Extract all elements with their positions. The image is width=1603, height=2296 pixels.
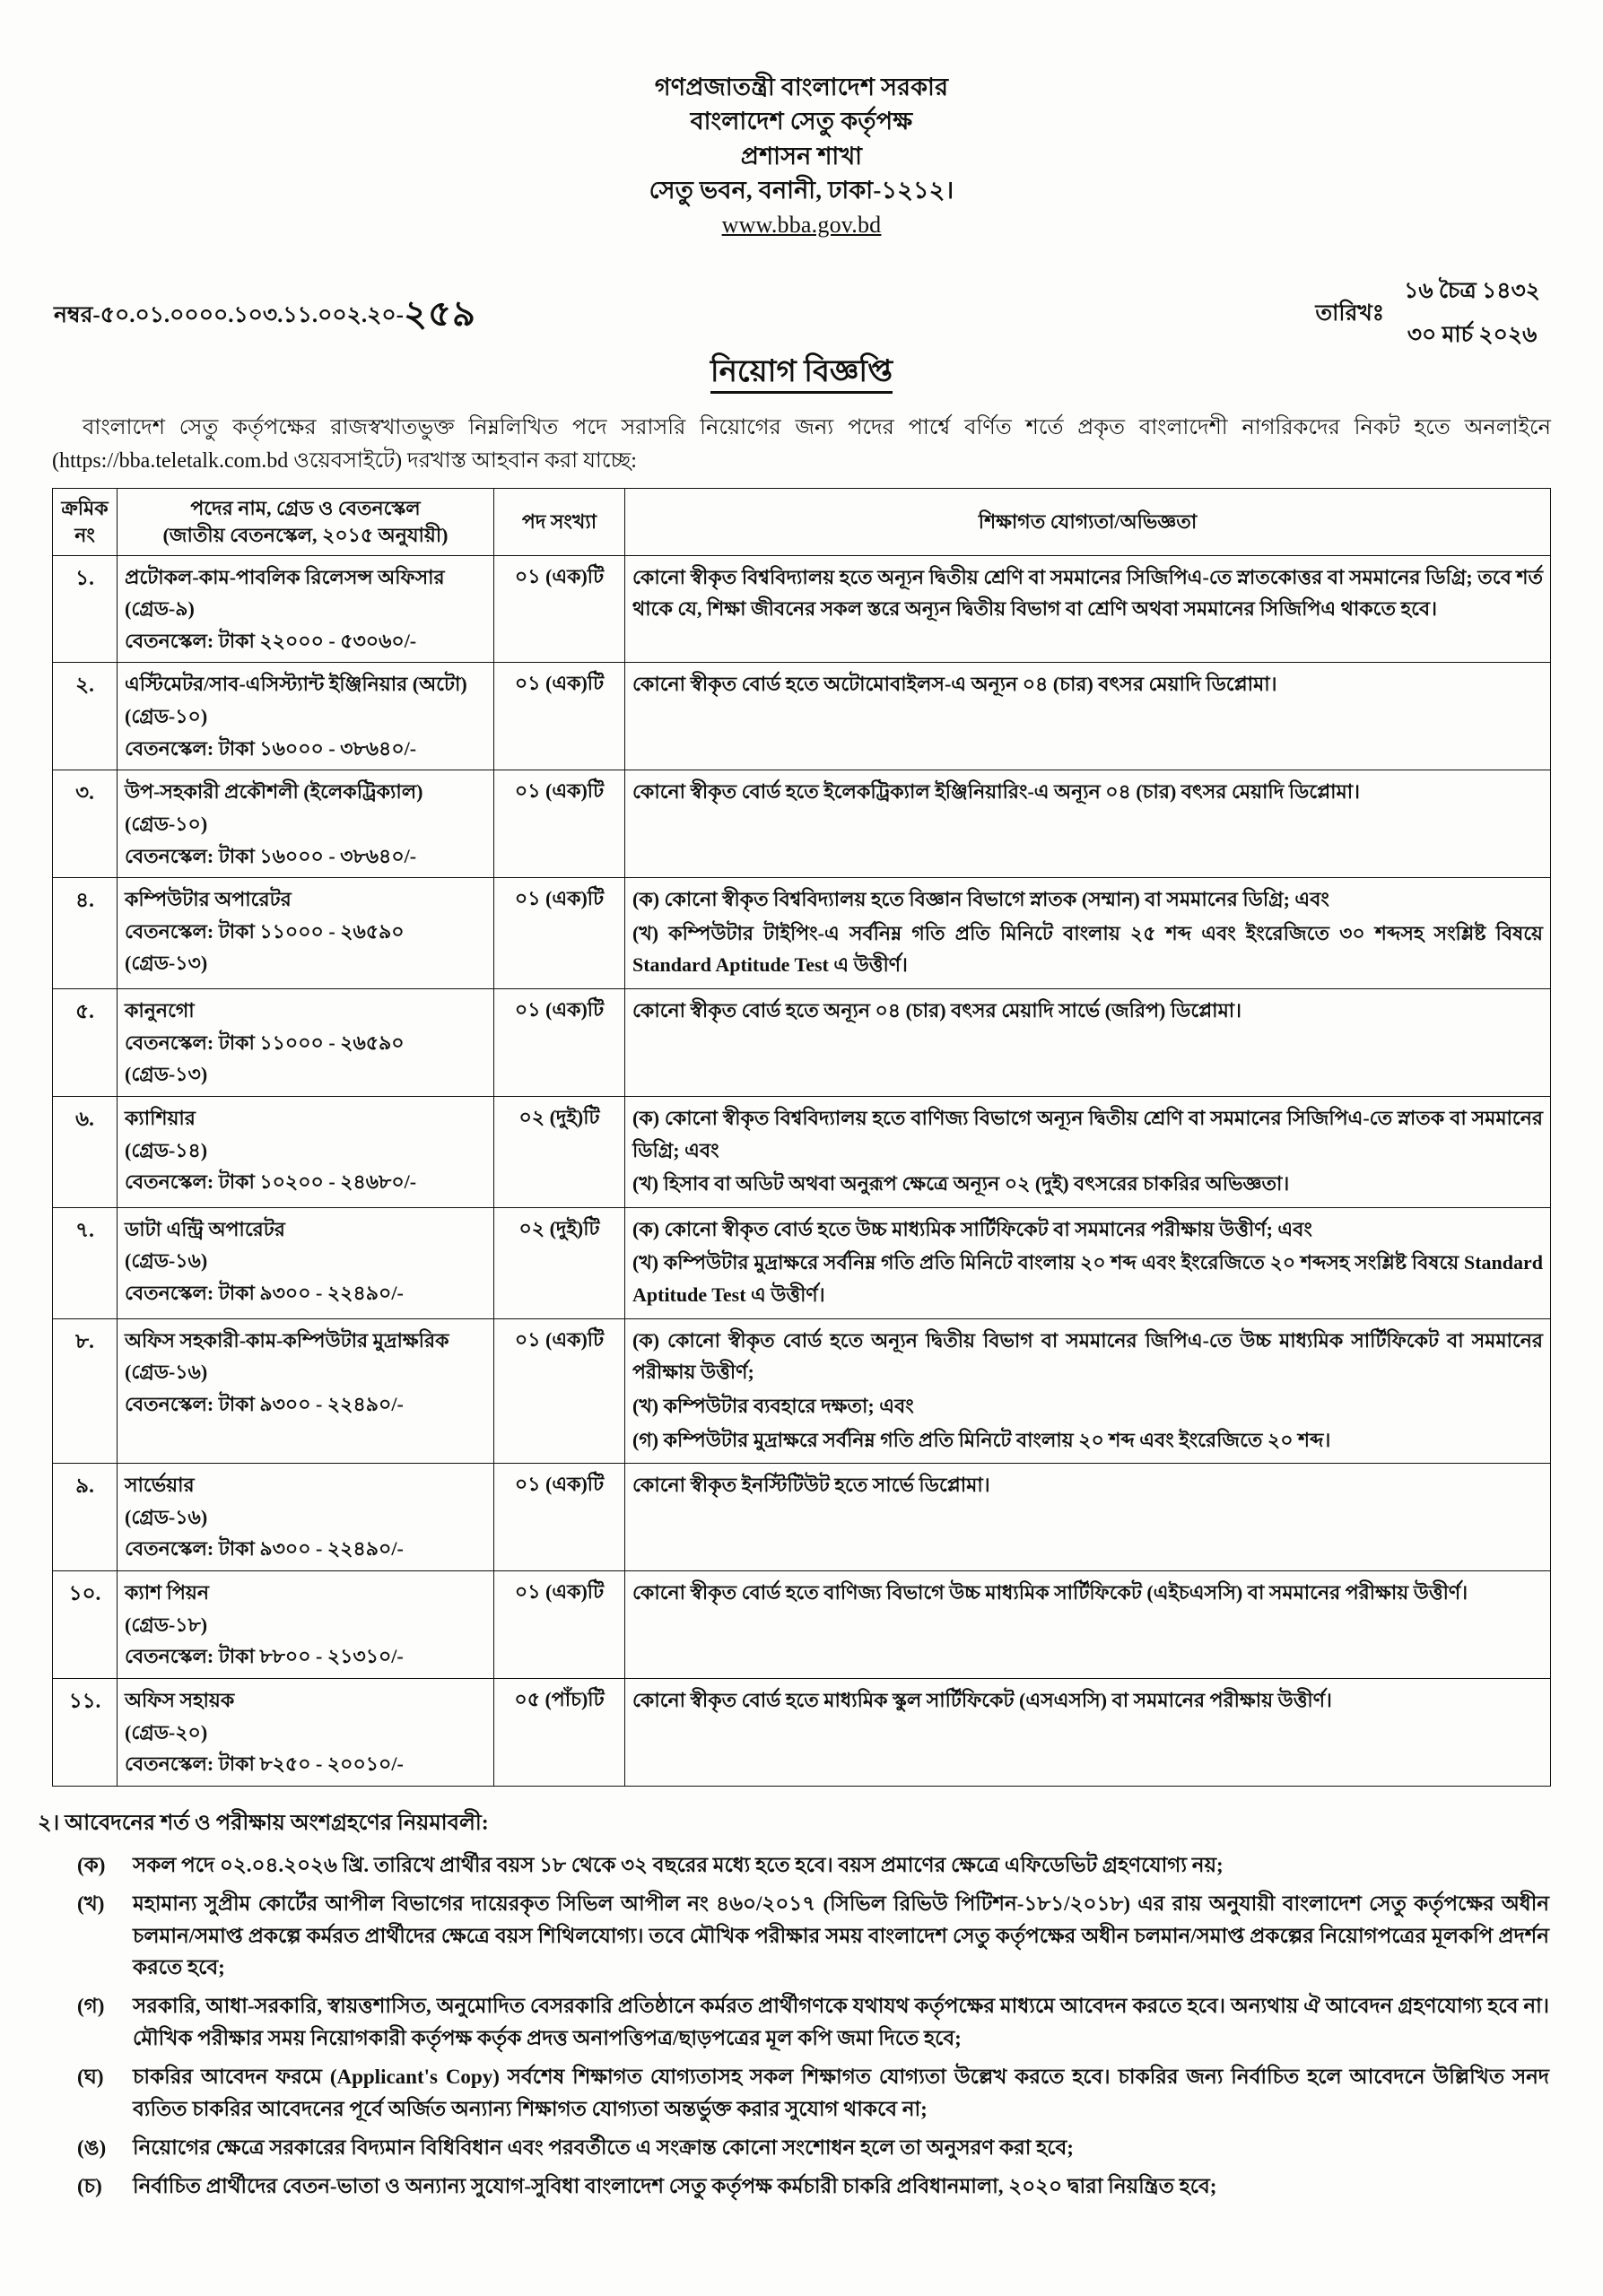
condition-text: চাকরির আবেদন ফরমে (Applicant's Copy) সর্বশেষ শিক্ষাগত যোগ্যতাসহ সকল শিক্ষাগত যোগ্যতা উল্লেখ করতে হবে। চাকরির জন্য নির্বাচিত হলে আবেদনে উল্লিখিত সনদ ব্যতিত চাকরির আবেদনের পূর্বে অর্জিত অন্যান্য শিক্ষাগত যোগ্যতা অন্তর্ভুক্ত করার সুযোগ থাকবে না; <box>133 2066 1549 2120</box>
table-row <box>53 1464 1551 1571</box>
cell-post <box>118 663 494 770</box>
cell-qualification <box>625 1571 1551 1679</box>
header-post <box>118 489 494 555</box>
post-post-name: এস্টিমেটর/সাব-এসিস্ট্যান্ট ইঞ্জিনিয়ার (অটো) <box>125 673 467 696</box>
cell-serial: ৫. <box>53 989 118 1097</box>
address-line: সেতু ভবন, বনানী, ঢাকা-১২১২। <box>649 176 954 204</box>
table-row <box>53 989 1551 1097</box>
memo-number <box>54 285 476 345</box>
cell-post <box>118 1464 494 1571</box>
post-post-name: কানুনগো <box>125 999 195 1022</box>
condition-item <box>77 2132 1549 2164</box>
condition-item <box>77 2061 1549 2126</box>
post-pay: বেতনস্কেল: টাকা ৯৩০০ - ২২৪৯০/- <box>125 1537 404 1561</box>
condition-item <box>77 1990 1549 2055</box>
cell-qualification <box>625 878 1551 989</box>
date-gregorian: ৩০ মার্চ ২০২৬ <box>1407 323 1538 348</box>
memo-number-handwritten: ২৫৯ <box>403 293 476 335</box>
cell-qualification <box>625 1464 1551 1571</box>
condition-text: সরকারি, আধা-সরকারি, স্বায়ত্তশাসিত, অনুমোদিত বেসরকারি প্রতিষ্ঠানে কর্মরত প্রার্থীগণকে যথাযথ কর্তৃপক্ষের মাধ্যমে আবেদন করতে হবে। অন্যথায় ঐ আবেদন গ্রহণযোগ্য হবে না। মৌখিক পরীক্ষার সময় নিয়োগকারী কর্তৃপক্ষ কর্তৃক প্রদত্ত অনাপত্তিপত্র/ছাড়পত্রের মূল কপি জমা দিতে হবে; <box>133 1995 1549 2050</box>
post-grade: (গ্রেড-১৮) <box>125 1613 208 1636</box>
post-post-name: ডাটা এন্ট্রি অপারেটর <box>125 1217 285 1240</box>
page-title <box>0 348 1603 399</box>
memo-number-prefix: নম্বর-৫০.০১.০০০০.১০৩.১১.০০২.২০- <box>54 303 404 328</box>
memo-date-row <box>0 273 1603 348</box>
qualification-line: কোনো স্বীকৃত বোর্ড হতে অন্যূন ০৪ (চার) বৎসর মেয়াদি সার্ভে (জরিপ) ডিপ্লোমা। <box>632 999 1242 1022</box>
cell-vacancy-count: ০৫ (পাঁচ)টি <box>494 1678 625 1786</box>
post-grade: (গ্রেড-৯) <box>125 597 195 621</box>
date-fraction <box>1395 273 1549 355</box>
intro-paragraph <box>0 412 1603 477</box>
table-row <box>53 1678 1551 1786</box>
cell-serial: ১১. <box>53 1678 118 1786</box>
condition-item <box>77 1849 1549 1882</box>
cell-vacancy-count: ০১ (এক)টি <box>494 555 625 663</box>
qualification-line: (খ) কম্পিউটার টাইপিং-এ সর্বনিম্ন গতি প্রতি মিনিটে বাংলায় ২৫ শব্দ এবং ইংরেজিতে ৩০ শব্দসহ সংশ্লিষ্ট বিষয়ে Standard Aptitude Test এ উত্তীর্ণ। <box>632 921 1543 977</box>
cell-qualification <box>625 1207 1551 1318</box>
conditions-list <box>0 1849 1603 2203</box>
page-title-text: নিয়োগ বিজ্ঞপ্তি <box>710 355 893 394</box>
cell-serial: ৬. <box>53 1096 118 1207</box>
cell-qualification <box>625 555 1551 663</box>
cell-serial: ৯. <box>53 1464 118 1571</box>
condition-marker: (ঙ) <box>77 2135 107 2159</box>
condition-marker: (ক) <box>77 1853 106 1876</box>
cell-qualification <box>625 663 1551 770</box>
condition-marker: (গ) <box>77 1995 105 2018</box>
cell-post <box>118 555 494 663</box>
qualification-line: কোনো স্বীকৃত বোর্ড হতে বাণিজ্য বিভাগে উচ্চ মাধ্যমিক সার্টিফিকেট (এইচএসসি) বা সমমানের পরীক্ষায় উত্তীর্ণ। <box>632 1581 1468 1605</box>
jobs-table <box>52 488 1551 1787</box>
cell-qualification <box>625 989 1551 1097</box>
date-label: তারিখঃ <box>1315 300 1385 326</box>
post-grade: (গ্রেড-১০) <box>125 812 208 835</box>
application-url-line: (https://bba.teletalk.com.bd ওয়েবসাইটে) দরখাস্ত আহবান করা যাচ্ছে: <box>52 448 637 473</box>
qualification-line: (ক) কোনো স্বীকৃত বোর্ড হতে উচ্চ মাধ্যমিক সার্টিফিকেট বা সমমানের পরীক্ষায় উত্তীর্ণ; এবং <box>632 1217 1312 1240</box>
post-post-name: ক্যাশ পিয়ন <box>125 1581 209 1605</box>
intro-text: বাংলাদেশ সেতু কর্তৃপক্ষের রাজস্বখাতভুক্ত নিম্নলিখিত পদে সরাসরি নিয়োগের জন্য পদের পার্শ্বে বর্ণিত শর্তে প্রকৃত বাংলাদেশী নাগরিকদের নিকট হতে অনলাইনে <box>83 416 1551 440</box>
post-pay: বেতনস্কেল: টাকা ১৬০০০ - ৩৮৬৪০/- <box>125 844 417 867</box>
table-row <box>53 770 1551 878</box>
post-grade: (গ্রেড-১৬) <box>125 1505 208 1528</box>
header-serial: ক্রমিক নং <box>53 489 118 555</box>
condition-item <box>77 1888 1549 1985</box>
post-pay: বেতনস্কেল: টাকা ১১০০০ - ২৬৫৯০ <box>125 1031 405 1054</box>
qualification-line: (ক) কোনো স্বীকৃত বোর্ড হতে অন্যূন দ্বিতীয় বিভাগ বা সমমানের জিপিএ-তে উচ্চ মাধ্যমিক সার্টিফিকেট বা সমমানের পরীক্ষায় উত্তীর্ণ; <box>632 1328 1543 1384</box>
qualification-line: (ক) কোনো স্বীকৃত বিশ্ববিদ্যালয় হতে বাণিজ্য বিভাগে অন্যূন দ্বিতীয় শ্রেণি বা সমমানের সিজিপিএ-তে স্নাতক বা সমমানের ডিগ্রি; এবং <box>632 1106 1543 1161</box>
cell-post <box>118 1571 494 1679</box>
table-header-row <box>53 489 1551 555</box>
post-post-name: সার্ভেয়ার <box>125 1474 195 1497</box>
post-pay: বেতনস্কেল: টাকা ৮৮০০ - ২১৩১০/- <box>125 1645 404 1668</box>
table-row <box>53 1571 1551 1679</box>
qualification-line: (গ) কম্পিউটার মুদ্রাক্ষরে সর্বনিম্ন গতি প্রতি মিনিটে বাংলায় ২০ শব্দ এবং ইংরেজিতে ২০ শব্দ। <box>632 1428 1331 1451</box>
cell-serial: ৩. <box>53 770 118 878</box>
cell-serial: ৭. <box>53 1207 118 1318</box>
cell-vacancy-count: ০১ (এক)টি <box>494 663 625 770</box>
post-post-name: অফিস সহকারী-কাম-কম্পিউটার মুদ্রাক্ষরিক <box>125 1328 449 1352</box>
condition-text: নিয়োগের ক্ষেত্রে সরকারের বিদ্যমান বিধিবিধান এবং পরবর্তীতে এ সংক্রান্ত কোনো সংশোধন হলে তা অনুসরণ করা হবে; <box>133 2135 1074 2159</box>
post-grade: (গ্রেড-১০) <box>125 705 208 728</box>
cell-vacancy-count: ০১ (এক)টি <box>494 770 625 878</box>
post-grade: (গ্রেড-১৩) <box>125 1063 208 1086</box>
date-bangla: ১৬ চৈত্র ১৪৩২ <box>1404 279 1540 304</box>
cell-qualification <box>625 770 1551 878</box>
post-grade: (গ্রেড-১৬) <box>125 1249 208 1273</box>
cell-vacancy-count: ০১ (এক)টি <box>494 1464 625 1571</box>
header-post-line2: (জাতীয় বেতনস্কেল, ২০১৫ অনুযায়ী) <box>162 523 449 546</box>
cell-post <box>118 1678 494 1786</box>
cell-serial: ১০. <box>53 1571 118 1679</box>
table-row <box>53 1318 1551 1464</box>
qualification-line: কোনো স্বীকৃত বিশ্ববিদ্যালয় হতে অন্যূন দ্বিতীয় শ্রেণি বা সমমানের সিজিপিএ-তে স্নাতকোত্তর বা সমমানের ডিগ্রি; তবে শর্ত থাকে যে, শিক্ষা জীবনের সকল স্তরে অন্যূন দ্বিতীয় বিভাগ বা শ্রেণি অথবা সমমানের সিজিপিএ থাকতে হবে। <box>632 565 1543 621</box>
qualification-line: (খ) কম্পিউটার ব্যবহারে দক্ষতা; এবং <box>632 1394 914 1417</box>
qualification-line: (খ) হিসাব বা অডিট অথবা অনুরূপ ক্ষেত্রে অন্যূন ০২ (দুই) বৎসরের চাকরির অভিজ্ঞতা। <box>632 1172 1290 1196</box>
post-pay: বেতনস্কেল: টাকা ১০২০০ - ২৪৬৮০/- <box>125 1170 417 1194</box>
post-pay: বেতনস্কেল: টাকা ৯৩০০ - ২২৪৯০/- <box>125 1392 404 1415</box>
condition-text: সকল পদে ০২.০৪.২০২৬ খ্রি. তারিখে প্রার্থীর বয়স ১৮ থেকে ৩২ বছরের মধ্যে হতে হবে। বয়স প্রমাণের ক্ষেত্রে এফিডেভিট গ্রহণযোগ্য নয়; <box>133 1853 1224 1876</box>
condition-marker: (ঘ) <box>77 2066 104 2089</box>
condition-text: মহামান্য সুপ্রীম কোর্টের আপীল বিভাগের দায়েরকৃত সিভিল আপীল নং ৪৬০/২০১৭ (সিভিল রিভিউ পিটিশন-১৮১/২০১৮) এর রায় অনুযায়ী বাংলাদেশ সেতু কর্তৃপক্ষের অধীন চলমান/সমাপ্ত প্রকল্পে কর্মরত প্রার্থীদের ক্ষেত্রে বয়স শিথিলযোগ্য। তবে মৌখিক পরীক্ষার সময় বাংলাদেশ সেতু কর্তৃপক্ষের অধীন চলমান/সমাপ্ত প্রকল্পের নিয়োগপত্রের মূলকপি প্রদর্শন করতে হবে; <box>133 1892 1550 1979</box>
post-grade: (গ্রেড-১৪) <box>125 1138 208 1161</box>
branch-name: প্রশাসন শাখা <box>740 142 863 170</box>
table-row <box>53 663 1551 770</box>
table-row <box>53 1207 1551 1318</box>
govt-name: গণপ্রজাতন্ত্রী বাংলাদেশ সরকার <box>654 74 949 100</box>
cell-post <box>118 1318 494 1464</box>
post-post-name: কম্পিউটার অপারেটর <box>125 888 292 911</box>
table-row <box>53 555 1551 663</box>
qualification-line: কোনো স্বীকৃত বোর্ড হতে মাধ্যমিক স্কুল সার্টিফিকেট (এসএসসি) বা সমমানের পরীক্ষায় উত্তীর্ণ। <box>632 1688 1332 1711</box>
qualification-line: কোনো স্বীকৃত বোর্ড হতে অটোমোবাইলস-এ অন্যূন ০৪ (চার) বৎসর মেয়াদি ডিপ্লোমা। <box>632 673 1277 696</box>
table-row <box>53 878 1551 989</box>
condition-marker: (খ) <box>77 1892 105 1915</box>
post-pay: বেতনস্কেল: টাকা ৯৩০০ - ২২৪৯০/- <box>125 1282 404 1305</box>
cell-post <box>118 878 494 989</box>
post-post-name: ক্যাশিয়ার <box>125 1106 196 1129</box>
qualification-line: (ক) কোনো স্বীকৃত বিশ্ববিদ্যালয় হতে বিজ্ঞান বিভাগে স্নাতক (সম্মান) বা সমমানের ডিগ্রি; এবং <box>632 888 1329 911</box>
header-count: পদ সংখ্যা <box>494 489 625 555</box>
cell-serial: ৪. <box>53 878 118 989</box>
post-pay: বেতনস্কেল: টাকা ২২০০০ - ৫৩০৬০/- <box>125 629 417 652</box>
qualification-line: কোনো স্বীকৃত ইনস্টিটিউট হতে সার্ভে ডিপ্লোমা। <box>632 1474 990 1497</box>
post-pay: বেতনস্কেল: টাকা ৮২৫০ - ২০০১০/- <box>125 1752 404 1776</box>
cell-post <box>118 1096 494 1207</box>
header-post-line1: পদের নাম, গ্রেড ও বেতনস্কেল <box>190 497 421 520</box>
header-qualification: শিক্ষাগত যোগ্যতা/অভিজ্ঞতা <box>625 489 1551 555</box>
post-grade: (গ্রেড-২০) <box>125 1720 208 1744</box>
cell-vacancy-count: ০২ (দুই)টি <box>494 1207 625 1318</box>
condition-item <box>77 2170 1549 2203</box>
cell-qualification <box>625 1096 1551 1207</box>
cell-qualification <box>625 1318 1551 1464</box>
cell-post <box>118 1207 494 1318</box>
condition-marker: (চ) <box>77 2174 102 2197</box>
letterhead <box>0 0 1603 242</box>
qualification-line: (খ) কম্পিউটার মুদ্রাক্ষরে সর্বনিম্ন গতি প্রতি মিনিটে বাংলায় ২০ শব্দ এবং ইংরেজিতে ২০ শব্দসহ সংশ্লিষ্ট বিষয়ে Standard Aptitude Test এ উত্তীর্ণ। <box>632 1251 1543 1307</box>
post-post-name: অফিস সহায়ক <box>125 1688 235 1711</box>
cell-post <box>118 989 494 1097</box>
post-pay: বেতনস্কেল: টাকা ১৬০০০ - ৩৮৬৪০/- <box>125 736 417 760</box>
cell-vacancy-count: ০১ (এক)টি <box>494 878 625 989</box>
cell-post <box>118 770 494 878</box>
condition-text: নির্বাচিত প্রার্থীদের বেতন-ভাতা ও অন্যান্য সুযোগ-সুবিধা বাংলাদেশ সেতু কর্তৃপক্ষ কর্মচারী চাকরি প্রবিধানমালা, ২০২০ দ্বারা নিয়ন্ত্রিত হবে; <box>133 2174 1217 2197</box>
post-post-name: উপ-সহকারী প্রকৌশলী (ইলেকট্রিক্যাল) <box>125 780 423 804</box>
cell-vacancy-count: ০২ (দুই)টি <box>494 1096 625 1207</box>
post-pay: বেতনস্কেল: টাকা ১১০০০ - ২৬৫৯০ <box>125 919 405 943</box>
cell-serial: ৮. <box>53 1318 118 1464</box>
cell-vacancy-count: ০১ (এক)টি <box>494 989 625 1097</box>
date-block <box>1315 273 1549 355</box>
cell-serial: ১. <box>53 555 118 663</box>
cell-vacancy-count: ০১ (এক)টি <box>494 1318 625 1464</box>
post-grade: (গ্রেড-১৩) <box>125 952 208 975</box>
qualification-line: কোনো স্বীকৃত বোর্ড হতে ইলেকট্রিক্যাল ইঞ্জিনিয়ারিং-এ অন্যূন ০৪ (চার) বৎসর মেয়াদি ডিপ্লোমা। <box>632 780 1360 804</box>
authority-name: বাংলাদেশ সেতু কর্তৃপক্ষ <box>690 108 913 135</box>
table-row <box>53 1096 1551 1207</box>
cell-qualification <box>625 1678 1551 1786</box>
cell-serial: ২. <box>53 663 118 770</box>
post-post-name: প্রটোকল-কাম-পাবলিক রিলেসন্স অফিসার <box>125 565 445 588</box>
conditions-heading: ২। আবেদনের শর্ত ও পরীক্ষায় অংশগ্রহণের নিয়মাবলী: <box>38 1811 489 1835</box>
cell-vacancy-count: ০১ (এক)টি <box>494 1571 625 1679</box>
website-link[interactable]: www.bba.gov.bd <box>721 212 882 239</box>
post-grade: (গ্রেড-১৬) <box>125 1361 208 1384</box>
